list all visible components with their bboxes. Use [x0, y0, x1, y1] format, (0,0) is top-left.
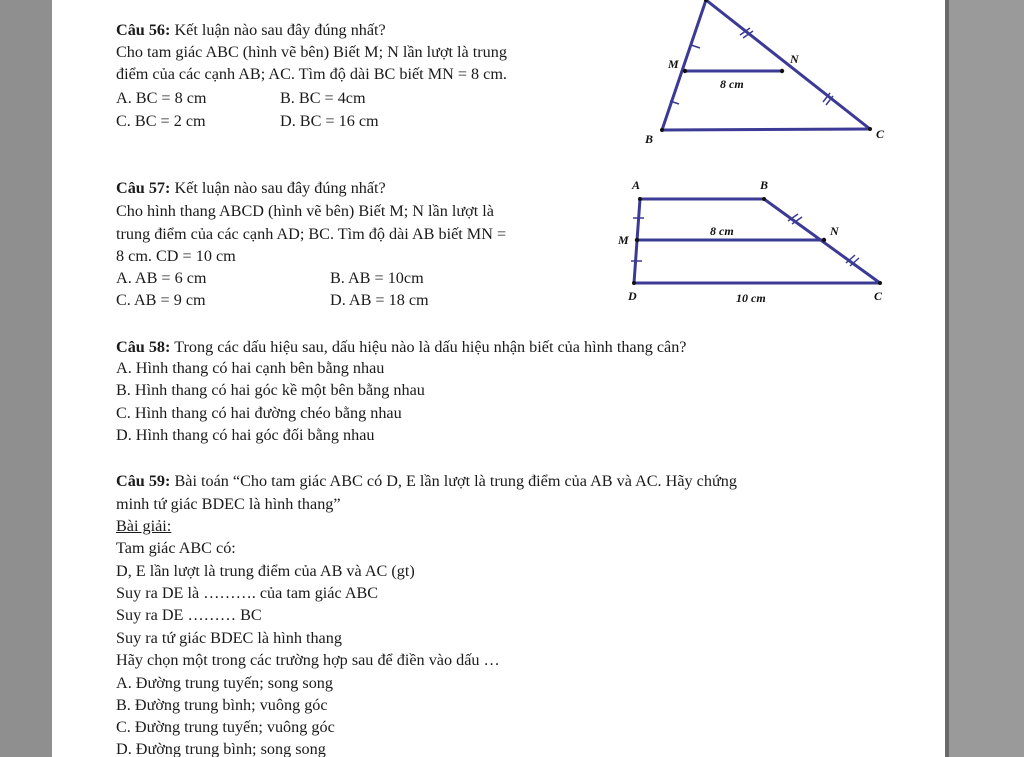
label-c: C: [874, 289, 883, 303]
q59-option-b: B. Đường trung bình; vuông góc: [116, 696, 328, 714]
q59-header: [116, 471, 737, 491]
q59-step-2: D, E lần lượt là trung điểm của AB và AC (gt): [116, 562, 415, 580]
label-a: A: [632, 178, 641, 192]
point-b: [762, 197, 766, 201]
label-mn: 8 cm: [720, 77, 744, 91]
q56-option-b: B. BC = 4cm: [280, 89, 366, 107]
point-b: [660, 128, 664, 132]
q57-trapezoid-figure: [612, 175, 892, 305]
q59-option-c: C. Đường trung tuyến; vuông góc: [116, 718, 335, 736]
q59-option-d: D. Đường trung bình; song song: [116, 740, 326, 757]
q58-question: Trong các dấu hiệu sau, dấu hiệu nào là dấu hiệu nhận biết của hình thang cân?: [174, 338, 687, 356]
label-d: D: [628, 289, 637, 303]
label-n: N: [790, 52, 799, 66]
q59-line2: minh tứ giác BDEC là hình thang”: [116, 495, 341, 513]
point-n: [822, 238, 826, 242]
q57-option-c: C. AB = 9 cm: [116, 291, 206, 309]
q59-step-4: Suy ra DE ……… BC: [116, 606, 262, 624]
q56-question: Kết luận nào sau đây đúng nhất?: [174, 21, 386, 39]
label-n: N: [830, 224, 839, 238]
q58-option-d: D. Hình thang có hai góc đối bằng nhau: [116, 426, 375, 444]
point-n: [780, 69, 784, 73]
q59-step-3: Suy ra DE là ………. của tam giác ABC: [116, 584, 379, 602]
document-page: [52, 0, 945, 757]
label-cd: 10 cm: [736, 291, 766, 305]
label-c: C: [876, 127, 885, 141]
q59-title: Câu 59:: [116, 472, 171, 490]
q57-question: Kết luận nào sau đây đúng nhất?: [174, 179, 386, 197]
q57-line1: Cho hình thang ABCD (hình vẽ bên) Biết M; N lần lượt là: [116, 202, 494, 220]
q57-option-a: A. AB = 6 cm: [116, 269, 207, 287]
q57-title: Câu 57:: [116, 179, 171, 197]
label-mn: 8 cm: [710, 224, 734, 238]
q58-option-c: C. Hình thang có hai đường chéo bằng nhau: [116, 404, 402, 422]
q58-option-b: B. Hình thang có hai góc kề một bên bằng nhau: [116, 381, 425, 399]
label-b: B: [760, 178, 769, 192]
side-ac: [706, 0, 870, 129]
q57-option-d: D. AB = 18 cm: [330, 291, 429, 309]
point-d: [632, 281, 636, 285]
q57-line3: 8 cm. CD = 10 cm: [116, 247, 236, 265]
q56-title: Câu 56:: [116, 21, 171, 39]
q56-triangle-figure: [632, 0, 892, 150]
label-m: M: [668, 57, 679, 71]
side-bc: [662, 129, 870, 130]
point-c: [868, 127, 872, 131]
q57-option-b: B. AB = 10cm: [330, 269, 424, 287]
left-margin: [0, 0, 52, 757]
q58-option-a: A. Hình thang có hai cạnh bên bằng nhau: [116, 359, 385, 377]
q56-line1: Cho tam giác ABC (hình vẽ bên) Biết M; N lần lượt là trung: [116, 43, 507, 61]
tick-am: [691, 45, 700, 48]
q59-step-5: Suy ra tứ giác BDEC là hình thang: [116, 629, 342, 647]
q58-title: Câu 58:: [116, 338, 171, 356]
q56-option-d: D. BC = 16 cm: [280, 112, 379, 130]
q59-option-a: A. Đường trung tuyến; song song: [116, 674, 333, 692]
q57-line2: trung điểm của các cạnh AD; BC. Tìm độ dài AB biết MN =: [116, 225, 507, 243]
label-m: M: [618, 233, 629, 247]
q59-step-6: Hãy chọn một trong các trường hợp sau để điền vào dấu …: [116, 651, 500, 669]
point-m: [635, 238, 639, 242]
point-m: [683, 69, 687, 73]
point-a: [638, 197, 642, 201]
q56-header: [116, 20, 386, 40]
q56-line2: điểm của các cạnh AB; AC. Tìm độ dài BC biết MN = 8 cm.: [116, 65, 507, 83]
q56-option-c: C. BC = 2 cm: [116, 112, 206, 130]
q59-line1: Bài toán “Cho tam giác ABC có D, E lần lượt là trung điểm của AB và AC. Hãy chứng: [174, 472, 737, 490]
label-b: B: [645, 132, 654, 146]
q56-option-a: A. BC = 8 cm: [116, 89, 207, 107]
right-scrollbar-area[interactable]: [945, 0, 1024, 757]
q59-step-1: Tam giác ABC có:: [116, 539, 236, 557]
q57-header: [116, 178, 386, 198]
point-c: [878, 281, 882, 285]
q59-solution-heading: Bài giải:: [116, 517, 172, 535]
q58-header: [116, 337, 686, 357]
